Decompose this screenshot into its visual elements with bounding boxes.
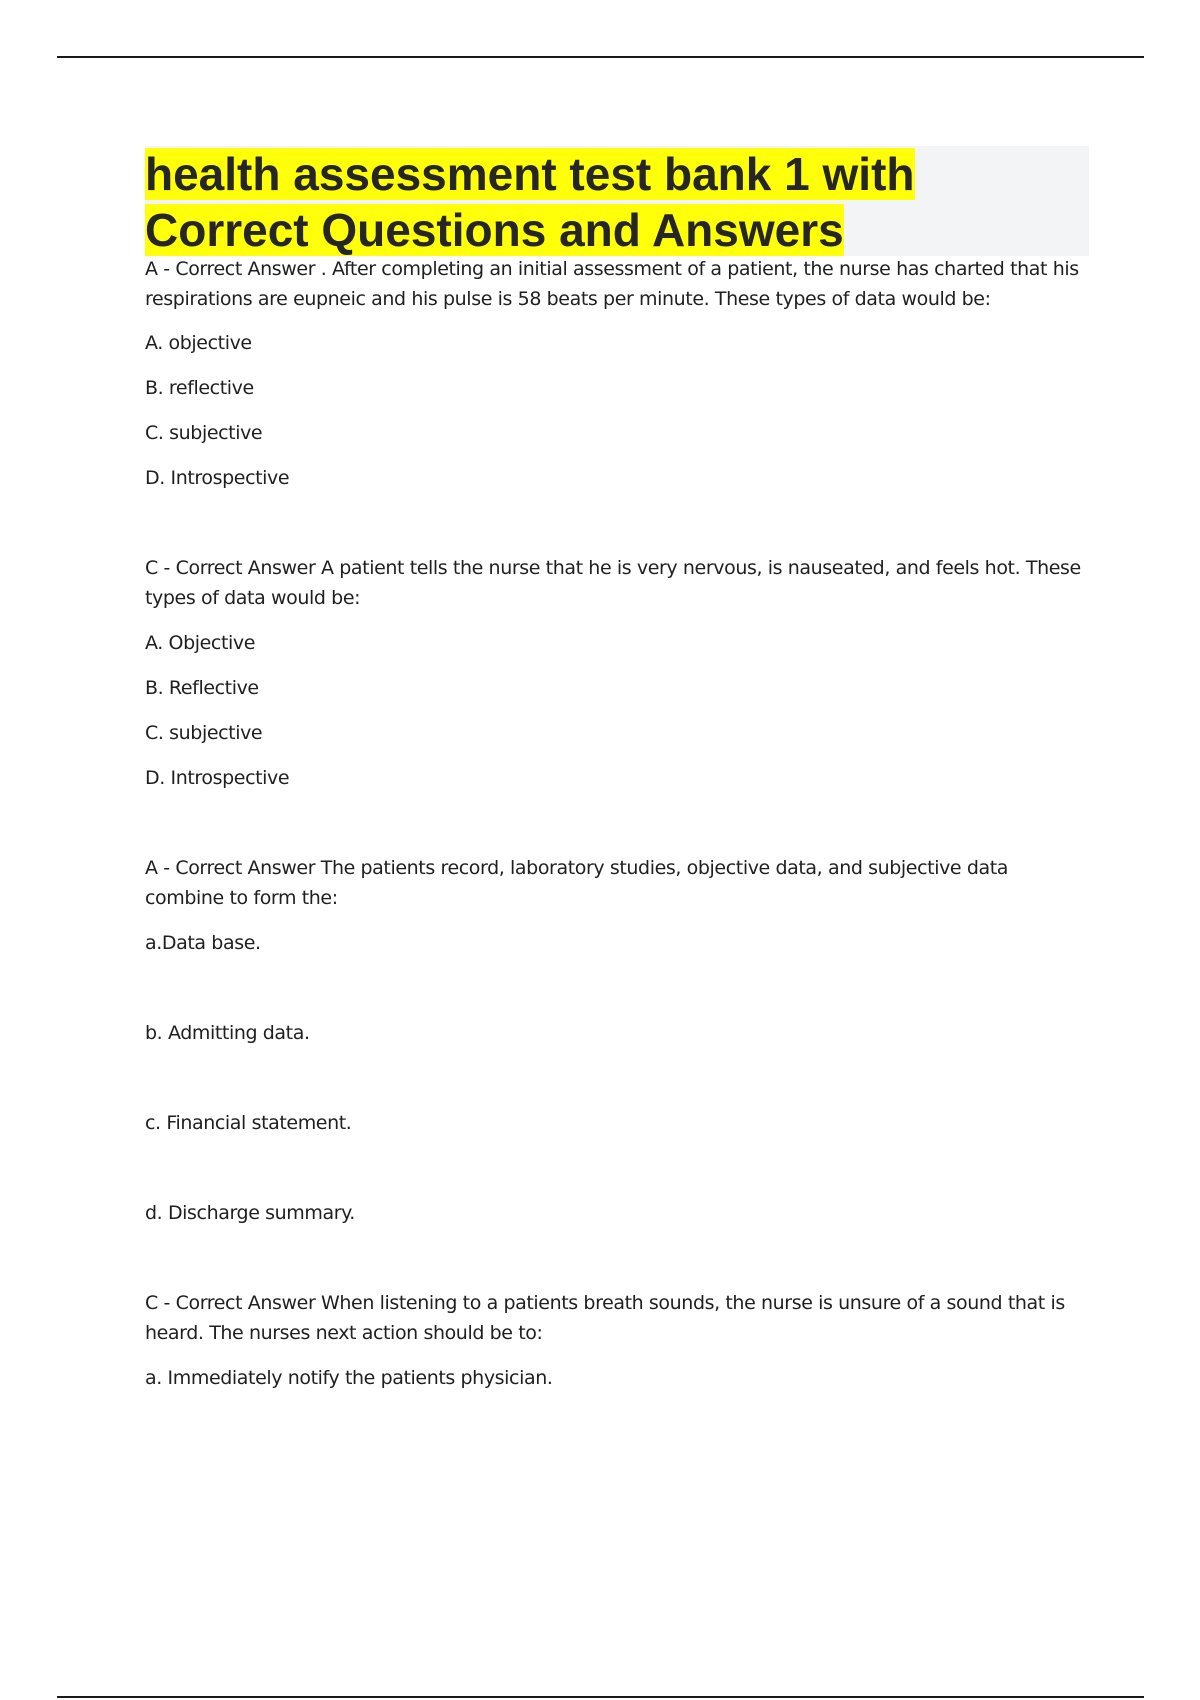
answer-option: a. Immediately notify the patients physician. xyxy=(145,1367,553,1389)
title-line-1: health assessment test bank 1 with xyxy=(145,148,915,200)
answer-option: d. Discharge summary. xyxy=(145,1202,355,1224)
question-text: A - Correct Answer The patients record, laboratory studies, objective data, and subjective data combine to form the: xyxy=(145,857,1009,909)
answer-option: c. Financial statement. xyxy=(145,1112,352,1134)
question-text: C - Correct Answer When listening to a patients breath sounds, the nurse is unsure of a sound that is heard. The nurses next action should be to: xyxy=(145,1292,1065,1344)
answer-option: B. Reflective xyxy=(145,677,259,699)
title-line-2: Correct Questions and Answers xyxy=(145,204,844,256)
answer-option: A. Objective xyxy=(145,632,256,654)
answer-option: C. subjective xyxy=(145,722,263,744)
answer-option: D. Introspective xyxy=(145,467,290,489)
top-rule xyxy=(57,56,1144,58)
document-title xyxy=(145,146,1089,258)
question-text: C - Correct Answer A patient tells the nurse that he is very nervous, is nauseated, and feels hot. These types of data would be: xyxy=(145,557,1081,609)
bottom-rule xyxy=(57,1696,1144,1698)
answer-option: B. reflective xyxy=(145,377,254,399)
answer-option: b. Admitting data. xyxy=(145,1022,310,1044)
title-block xyxy=(145,146,1089,256)
answer-option: A. objective xyxy=(145,332,252,354)
question-text: A - Correct Answer . After completing an initial assessment of a patient, the nurse has charted that his respirations are eupneic and his pulse is 58 beats per minute. These types of data would be: xyxy=(145,258,1079,310)
answer-option: a.Data base. xyxy=(145,932,261,954)
answer-option: D. Introspective xyxy=(145,767,290,789)
question-list xyxy=(145,254,1085,1393)
answer-option: C. subjective xyxy=(145,422,263,444)
